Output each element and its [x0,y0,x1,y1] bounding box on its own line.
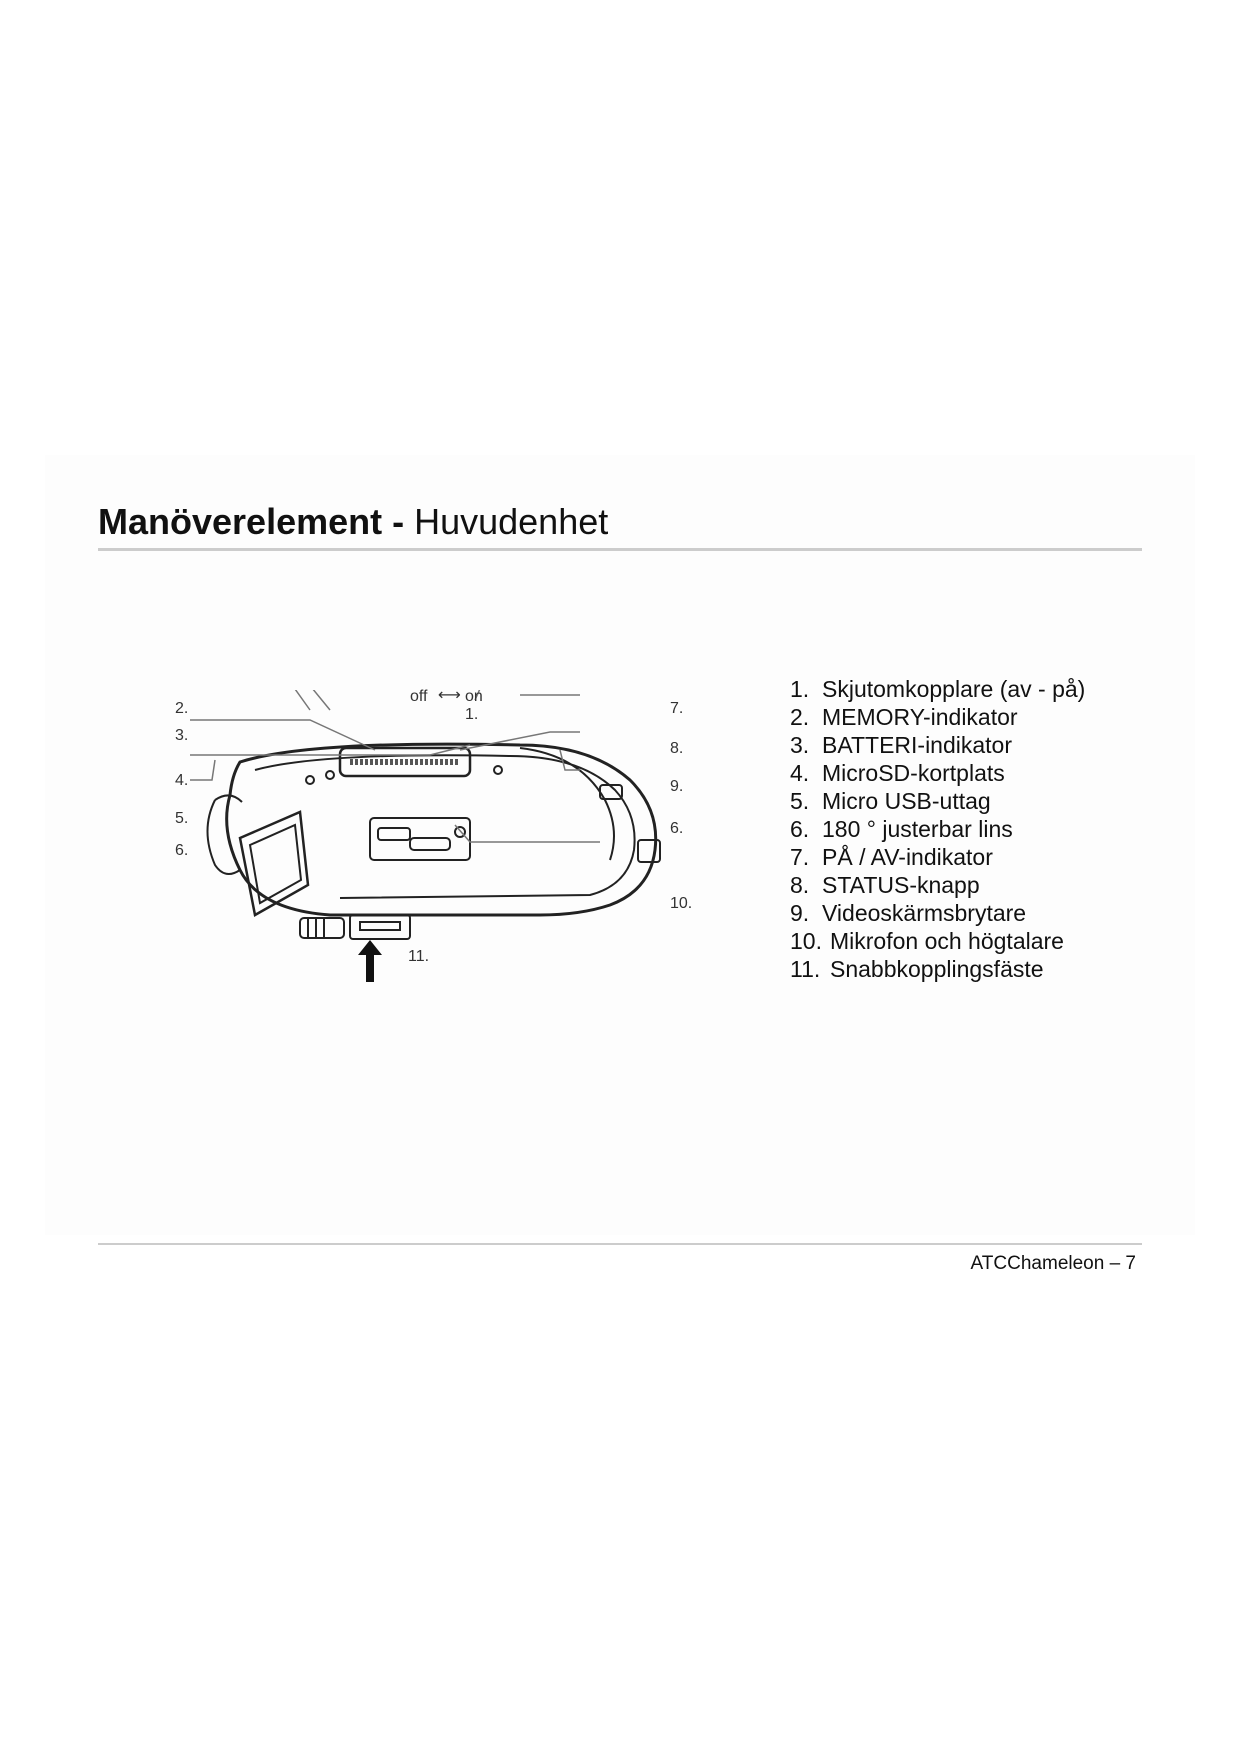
callout-7: 7. [670,700,684,717]
item-number: 11. [790,956,821,982]
callout-6-left: 6. [175,842,189,859]
callout-3: 3. [175,727,189,744]
section-heading [98,500,608,544]
callout-2: 2. [175,700,189,717]
switch-on-label: on [465,688,483,705]
item-label: MEMORY-indikator [822,704,1018,730]
item-label: STATUS-knapp [822,872,980,898]
item-number: 8. [790,872,810,898]
list-item [790,955,1085,983]
callout-11: 11. [408,948,430,965]
callout-10: 10. [670,895,693,912]
callout-6-right: 6. [670,820,684,837]
list-item [790,871,1085,899]
list-item [790,675,1085,703]
switch-arrow: ⟷ [438,687,461,704]
callout-1: 1. [465,706,479,723]
list-item [790,731,1085,759]
list-item [790,759,1085,787]
item-label: Micro USB-uttag [822,788,991,814]
list-item [790,703,1085,731]
item-label: 180 ° justerbar lins [822,816,1013,842]
switch-off-label: off [410,688,428,705]
item-number: 7. [790,844,810,870]
callout-5: 5. [175,810,189,827]
list-item [790,787,1085,815]
item-label: MicroSD-kortplats [822,760,1005,786]
item-number: 9. [790,900,810,926]
item-number: 10. [790,928,822,954]
parts-list [790,675,1085,983]
item-label: Snabbkopplingsfäste [830,956,1044,982]
camera-diagram [160,687,720,990]
footer-rule [98,1243,1142,1245]
callout-8: 8. [670,740,684,757]
item-label: Videoskärmsbrytare [822,900,1027,926]
list-item [790,815,1085,843]
page-footer: ATCChameleon – 7 [970,1253,1136,1274]
heading-subtitle: Huvudenhet [414,501,609,542]
item-number: 4. [790,760,810,786]
item-number: 1. [790,676,810,702]
item-number: 3. [790,732,810,758]
callout-9: 9. [670,778,684,795]
item-number: 5. [790,788,810,814]
item-label: Mikrofon och högtalare [830,928,1064,954]
item-label: PÅ / AV-indikator [822,844,993,870]
list-item [790,899,1085,927]
callout-4: 4. [175,772,189,789]
camera-illustration [160,690,720,990]
heading-bold: Manöverelement - [98,501,415,542]
item-number: 2. [790,704,810,730]
item-number: 6. [790,816,810,842]
list-item [790,927,1085,955]
item-label: Skjutomkopplare (av - på) [822,676,1086,702]
heading-rule [98,548,1142,551]
list-item [790,843,1085,871]
item-label: BATTERI-indikator [822,732,1013,758]
